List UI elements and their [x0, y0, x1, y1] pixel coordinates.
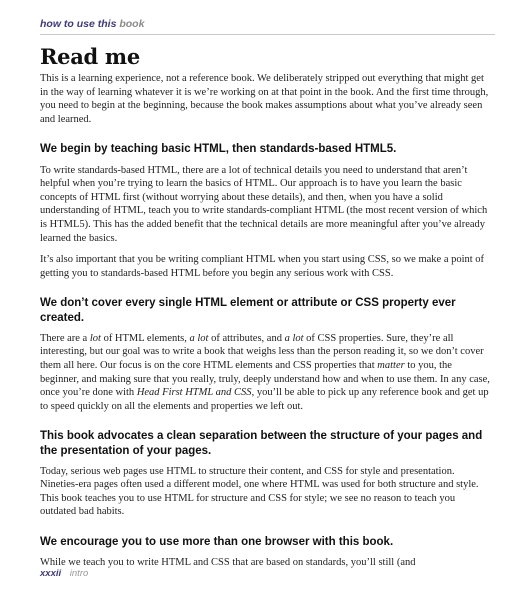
section4-paragraph1: While we teach you to write HTML and CSS that are based on standards, you’ll still (and — [40, 557, 416, 569]
s2-text-c: of attributes, and — [208, 332, 285, 344]
running-head-part2: book — [119, 18, 145, 30]
s2-text-b: of HTML elements, — [100, 332, 190, 344]
footer-label: intro — [69, 568, 89, 579]
intro-paragraph: This is a learning experience, not a reference book. We deliberately stripped out everything that might get in the way of learning whatever it is we’re working on at that point in the book. And the first time through, you need to begin at the beginning, because the book makes assumptions about what you’ve already seen and learned. — [40, 73, 489, 125]
s2-text-f: , you’ll be able to pick up any reference book and get up to speed quickly on all the elements and properties we left out. — [40, 387, 489, 412]
section4-heading: We encourage you to use more than one browser with this book. — [40, 536, 394, 549]
section1-paragraph1: To write standards-based HTML, there are a lot of technical details you need to understand that aren’t helpful when you’re trying to learn the basics of HTML. Our approach is to have you learn the basic concepts of HTML first (without worrying about these details), and then, when you have a solid understanding of HTML, teach you to write standards-compliant HTML (the most recent version of which is HTML5). This has the added benefit that the technical details are more meaningful after you’ve already learned the basics. — [40, 164, 488, 244]
section3-paragraph1: Today, serious web pages use HTML to structure their content, and CSS for style and presentation. Nineties-era pages often used a different model, one where HTML was used for both structure and style. This book teaches you to use HTML for structure and CSS for style; we see no reason to teach you outdated bad habits. — [40, 465, 479, 518]
section3-heading: This book advocates a clean separation between the structure of your pages and the presentation of your pages. — [40, 430, 483, 457]
s2-em-book-title: Head First HTML and CSS — [136, 387, 252, 399]
s2-text-e: to you, the beginner, and making sure that you really, truly, deeply understand how and when to use them. In any case, once you’re done with — [40, 359, 490, 399]
s2-em-a-lot-2: a lot — [284, 332, 304, 344]
s2-text-d: of CSS properties. Sure, they’re all interesting, but our goal was to write a book that weighs less than the person reading it, so we don’t cover them all here. Our focus is on the core HTML elements and CSS properties that — [40, 332, 484, 371]
body-content — [40, 72, 490, 578]
running-head-part1: how to use this — [40, 18, 117, 30]
s2-em-matter: matter — [377, 359, 405, 371]
page-title: Read me — [40, 44, 140, 69]
running-head — [40, 18, 144, 30]
page-number: xxxii — [40, 568, 62, 579]
s2-em-lot: lot — [89, 332, 101, 344]
section1-heading: We begin by teaching basic HTML, then standards-based HTML5. — [40, 143, 397, 156]
s2-text-a: There are a — [40, 332, 90, 344]
page-footer — [40, 568, 88, 579]
section2-heading: We don’t cover every single HTML element or attribute or CSS property ever created. — [40, 297, 456, 324]
header-rule — [40, 34, 495, 35]
section1-paragraph2: It’s also important that you be writing compliant HTML when you start using CSS, so we make a point of getting you to standards-based HTML before you begin any serious work with CSS. — [40, 254, 485, 279]
s2-em-a-lot-1: a lot — [189, 332, 209, 344]
section2-paragraph1 — [40, 332, 490, 414]
